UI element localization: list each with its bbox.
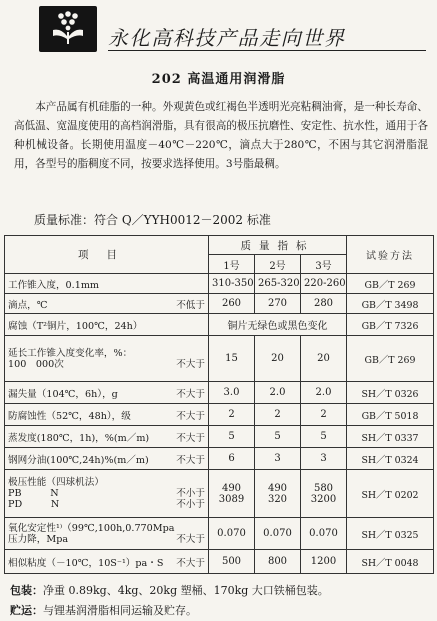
row-method: GB／T 269 bbox=[347, 274, 434, 294]
row-condition: 不大于 bbox=[176, 388, 205, 400]
row-item: 氧化安定性¹⁾（99℃,100h,0.770Mpa bbox=[8, 522, 175, 534]
packaging-label: 包装： bbox=[10, 584, 43, 597]
row-merged-value: 铜片无绿色或黑色变化 bbox=[209, 314, 347, 336]
row-method: SH／T 0048 bbox=[347, 550, 434, 574]
row-value-2: 5 bbox=[255, 426, 301, 448]
row-method: SH／T 0326 bbox=[347, 382, 434, 404]
row-value-1: 15 bbox=[209, 336, 255, 382]
table-row bbox=[5, 294, 434, 314]
storage-line bbox=[10, 602, 430, 618]
header bbox=[0, 0, 437, 62]
table-row bbox=[5, 404, 434, 426]
row-item-cell bbox=[5, 294, 209, 314]
row-value-1: 500 bbox=[209, 550, 255, 574]
row-item: 相似粘度（－10℃，10S⁻¹）pa・S bbox=[8, 557, 164, 569]
row-method: GB／T 7326 bbox=[347, 314, 434, 336]
row-item-line3 bbox=[8, 499, 205, 510]
table-row bbox=[5, 518, 434, 550]
row-item-cell bbox=[5, 404, 209, 426]
row-item-cell bbox=[5, 382, 209, 404]
row-value-1: 6 bbox=[209, 448, 255, 470]
table-row bbox=[5, 274, 434, 294]
row-value-2: 800 bbox=[255, 550, 301, 574]
row-condition: 不大于 bbox=[176, 557, 205, 569]
row-condition-pb: 不小于 bbox=[176, 488, 205, 499]
row-value-3: 0.070 bbox=[301, 518, 347, 550]
header-grade-2: 2号 bbox=[255, 255, 301, 274]
row-value-3: 2.0 bbox=[301, 382, 347, 404]
row-value-pd: 320 bbox=[267, 493, 288, 505]
row-value-2: 270 bbox=[255, 294, 301, 314]
row-value-1: 0.070 bbox=[209, 518, 255, 550]
row-item-cell bbox=[5, 448, 209, 470]
product-title: 202 高温通用润滑脂 bbox=[151, 72, 286, 87]
row-value-pb: 490 bbox=[267, 482, 288, 494]
row-value-pb: 580 bbox=[313, 482, 334, 494]
row-value-2: 2 bbox=[255, 404, 301, 426]
row-item: 延长工作锥入度变化率，%： bbox=[8, 347, 133, 359]
row-value-3: 2 bbox=[301, 404, 347, 426]
row-value-1 bbox=[209, 470, 255, 518]
row-item-cell bbox=[5, 518, 209, 550]
header-grade-1: 1号 bbox=[209, 255, 255, 274]
row-item: 蒸发度(180℃，1h)，%(m／m) bbox=[8, 432, 150, 444]
row-item: 防腐蚀性（52℃，48h），级 bbox=[8, 410, 131, 422]
table-row bbox=[5, 448, 434, 470]
row-condition: 不大于 bbox=[176, 410, 205, 422]
row-item: 漏失量（104℃，6h），g bbox=[8, 388, 118, 400]
header-item: 项目 bbox=[5, 236, 209, 274]
company-logo bbox=[39, 6, 97, 52]
row-value-1: 2 bbox=[209, 404, 255, 426]
row-value-pb: 490 bbox=[221, 482, 242, 494]
row-value-1: 260 bbox=[209, 294, 255, 314]
slogan: 永化高科技产品走向世界 bbox=[108, 26, 346, 50]
row-value-2: 20 bbox=[255, 336, 301, 382]
row-item: 滴点，℃ bbox=[8, 299, 48, 311]
row-value-1: 3.0 bbox=[209, 382, 255, 404]
row-condition: 不大于 bbox=[176, 358, 205, 370]
row-method: GB／T 3498 bbox=[347, 294, 434, 314]
row-item-cell bbox=[5, 550, 209, 574]
row-item: 腐蚀（T²铜片，100℃，24h） bbox=[5, 314, 209, 336]
row-value-2: 0.070 bbox=[255, 518, 301, 550]
spec-table bbox=[4, 235, 434, 574]
row-value-3: 220-260 bbox=[301, 274, 347, 294]
row-value-2: 265-320 bbox=[255, 274, 301, 294]
row-item-cell bbox=[5, 470, 209, 518]
quality-standard: 质量标准：符合 Q／YYH0012－2002 标准 bbox=[34, 213, 271, 227]
row-value-1: 5 bbox=[209, 426, 255, 448]
row-condition: 不大于 bbox=[176, 454, 205, 466]
header-grade-3: 3号 bbox=[301, 255, 347, 274]
row-value-2: 3 bbox=[255, 448, 301, 470]
row-value-3: 280 bbox=[301, 294, 347, 314]
row-item-sub: 压力降，Mpa bbox=[8, 533, 69, 545]
header-quality-index: 质量指标 bbox=[209, 236, 347, 255]
row-value-pd: 3089 bbox=[218, 493, 245, 505]
row-method: GB／T 5018 bbox=[347, 404, 434, 426]
row-value-pd: 3200 bbox=[310, 493, 337, 505]
table-row bbox=[5, 470, 434, 518]
row-method: GB／T 269 bbox=[347, 336, 434, 382]
row-value-3: 5 bbox=[301, 426, 347, 448]
header-rule bbox=[108, 50, 426, 51]
row-item-sub: 100 000次 bbox=[8, 358, 64, 370]
packaging-line bbox=[10, 582, 430, 598]
product-description: 本产品属有机硅脂的一种。外观黄色或红褐色半透明光亮粘稠油膏，是一种长寿命、高低温、宽温度使用的高档润滑脂，具有很高的极压抗磨性、安定性、抗水性，通用于各种机械设备。长期使用温度－40℃－220℃，滴点大于280℃，不困与其它润滑脂混用，各型号的脂稠度不同，按要求选择使用。3号脂最稠。 bbox=[14, 101, 428, 170]
row-item-line2 bbox=[8, 488, 205, 499]
packaging-text: 净重 0.89kg、4kg、20kg 塑桶、170kg 大口铁桶包装。 bbox=[43, 584, 329, 597]
header-test-method: 试验方法 bbox=[347, 236, 434, 274]
row-value-3: 20 bbox=[301, 336, 347, 382]
row-item-cell bbox=[5, 336, 209, 382]
row-value-1: 310-350 bbox=[209, 274, 255, 294]
storage-label: 贮运： bbox=[10, 604, 43, 617]
row-item: 钢网分油(100℃,24h)%(m／m) bbox=[8, 454, 149, 466]
row-value-3: 1200 bbox=[301, 550, 347, 574]
row-method: SH／T 0325 bbox=[347, 518, 434, 550]
row-condition: 不大于 bbox=[176, 432, 205, 444]
row-item-line2 bbox=[8, 534, 205, 545]
row-item-cell bbox=[5, 426, 209, 448]
row-condition: 不大于 bbox=[176, 533, 205, 545]
table-row bbox=[5, 314, 434, 336]
row-condition-pd: 不小于 bbox=[176, 499, 205, 510]
row-value-3: 3 bbox=[301, 448, 347, 470]
table-row bbox=[5, 550, 434, 574]
row-item-pb: PB N bbox=[8, 488, 59, 499]
storage-text: 与锂基润滑脂相同运输及贮存。 bbox=[43, 604, 197, 617]
table-row bbox=[5, 382, 434, 404]
table-row bbox=[5, 426, 434, 448]
row-item: 工作锥入度，0.1mm bbox=[5, 274, 209, 294]
row-method: SH／T 0324 bbox=[347, 448, 434, 470]
row-method: SH／T 0337 bbox=[347, 426, 434, 448]
row-value-2: 2.0 bbox=[255, 382, 301, 404]
table-row bbox=[5, 336, 434, 382]
row-item-line2 bbox=[8, 359, 205, 370]
row-item: 极压性能（四球机法） bbox=[8, 477, 104, 488]
row-value-2 bbox=[255, 470, 301, 518]
row-item-pd: PD N bbox=[8, 499, 60, 510]
row-value-3 bbox=[301, 470, 347, 518]
row-condition: 不低于 bbox=[176, 299, 205, 311]
row-method: SH／T 0202 bbox=[347, 470, 434, 518]
